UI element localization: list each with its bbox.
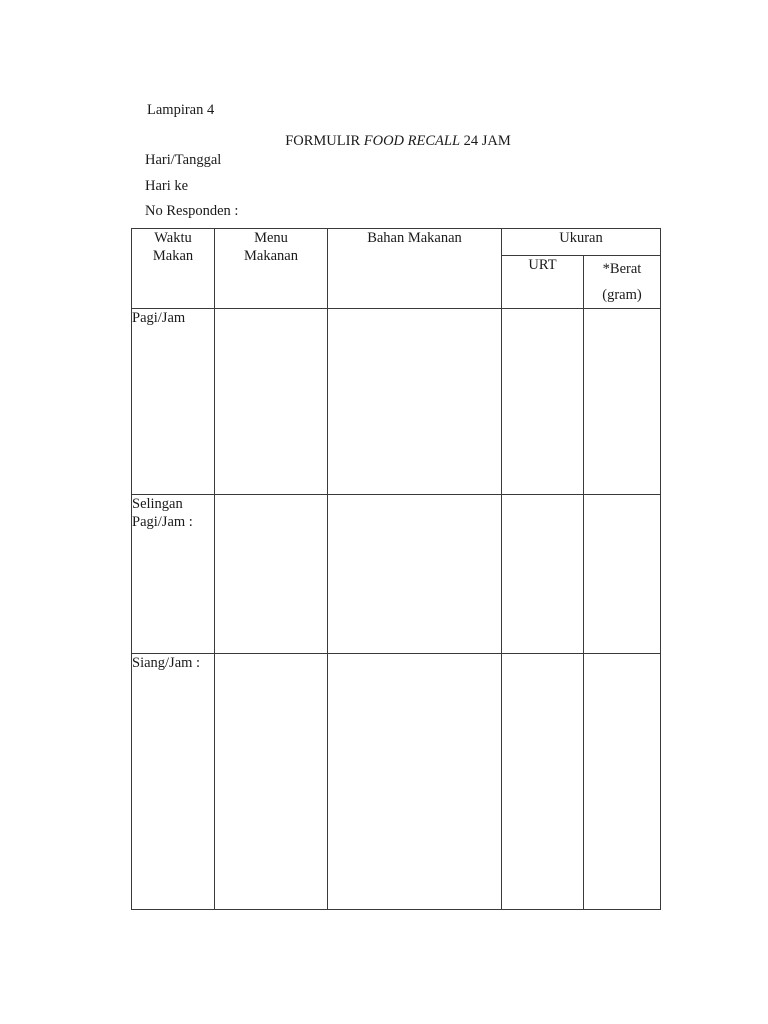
column-header-ingredients: Bahan Makanan <box>328 229 502 309</box>
column-header-meal-time <box>132 229 215 309</box>
respondent-number-label: No Responden : <box>145 203 239 219</box>
column-header-meal-time-line2: Makan <box>152 248 194 264</box>
form-title-prefix: FORMULIR <box>285 133 364 149</box>
column-header-meal-time-line1: Waktu <box>154 230 192 246</box>
cell-urt-morning[interactable] <box>502 309 584 495</box>
row-label-morning-snack <box>132 495 215 654</box>
cell-menu-noon[interactable] <box>215 654 328 910</box>
table-row <box>132 654 661 910</box>
cell-weight-morning[interactable] <box>584 309 661 495</box>
attachment-label: Lampiran 4 <box>147 102 215 118</box>
column-header-weight-line1: *Berat <box>602 261 642 277</box>
table-row <box>132 495 661 654</box>
form-title <box>0 132 768 150</box>
food-recall-table <box>131 228 661 910</box>
table-header-row <box>132 229 661 256</box>
column-header-food-menu-line2: Makanan <box>244 248 298 264</box>
row-label-morning: Pagi/Jam <box>132 309 215 495</box>
cell-weight-morning-snack[interactable] <box>584 495 661 654</box>
cell-weight-noon[interactable] <box>584 654 661 910</box>
row-label-morning-snack-line2: Pagi/Jam : <box>132 514 193 530</box>
column-header-food-menu <box>215 229 328 309</box>
cell-menu-morning-snack[interactable] <box>215 495 328 654</box>
form-title-suffix: 24 JAM <box>460 133 511 149</box>
column-header-measure: Ukuran <box>502 229 661 256</box>
table-row <box>132 309 661 495</box>
form-title-italic: FOOD RECALL <box>363 133 461 149</box>
day-date-label: Hari/Tanggal <box>145 152 222 168</box>
column-header-weight <box>584 256 661 309</box>
cell-ingredients-morning-snack[interactable] <box>328 495 502 654</box>
row-label-noon: Siang/Jam : <box>132 654 215 910</box>
cell-urt-noon[interactable] <box>502 654 584 910</box>
day-number-label: Hari ke <box>145 178 189 194</box>
cell-urt-morning-snack[interactable] <box>502 495 584 654</box>
column-header-weight-line2: (gram) <box>602 287 642 303</box>
column-header-food-menu-line1: Menu <box>254 230 288 246</box>
row-label-morning-snack-line1: Selingan <box>132 496 183 512</box>
cell-menu-morning[interactable] <box>215 309 328 495</box>
cell-ingredients-morning[interactable] <box>328 309 502 495</box>
column-header-urt: URT <box>502 256 584 309</box>
cell-ingredients-noon[interactable] <box>328 654 502 910</box>
